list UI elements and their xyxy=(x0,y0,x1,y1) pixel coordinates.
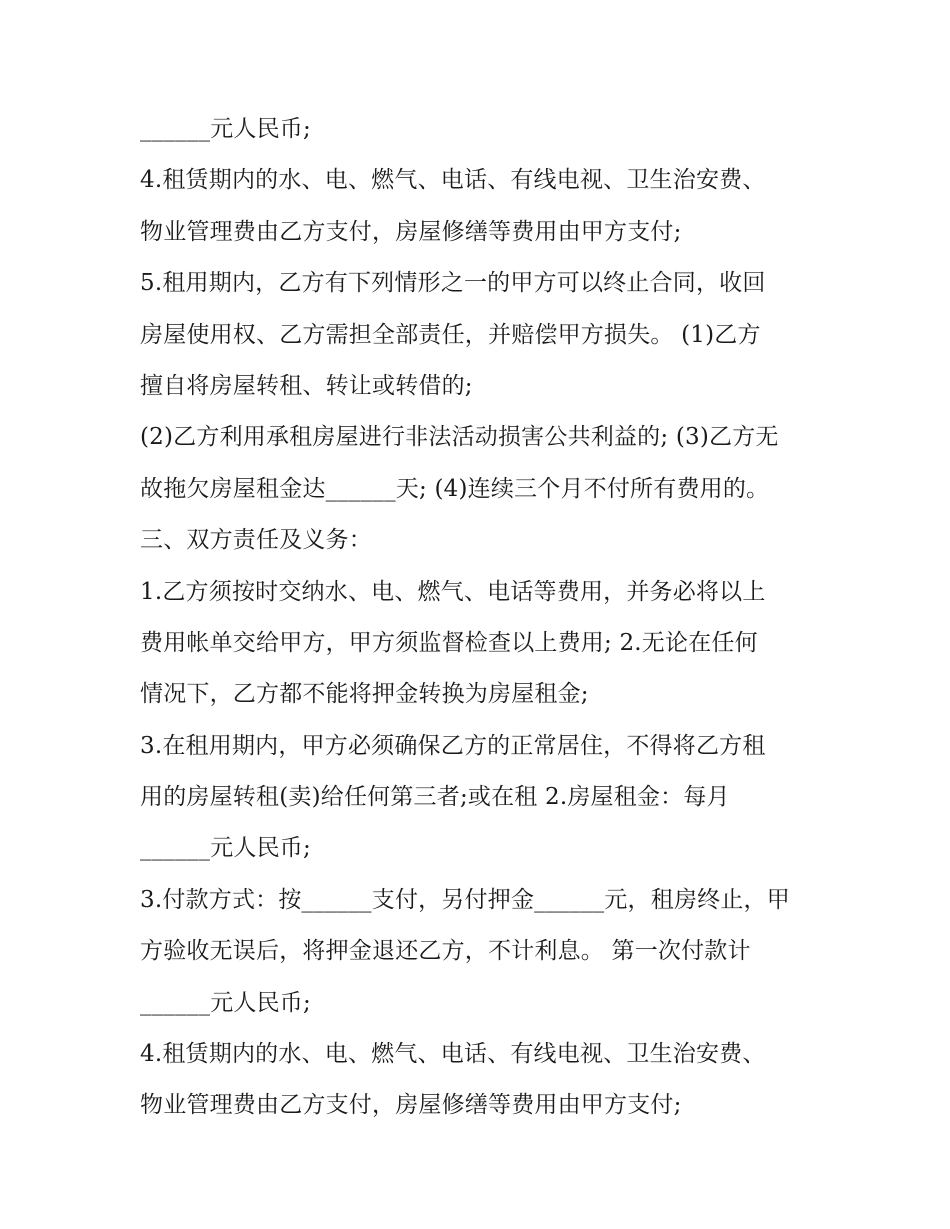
text-line: ______元人民币; xyxy=(140,989,311,1016)
text-line: ______元人民币; xyxy=(140,116,311,142)
text-line: 4.租赁期内的水、电、燃气、电话、有线电视、卫生治安费、 xyxy=(140,167,766,194)
text-line: 费用帐单交给甲方，甲方须监督检查以上费用; 2.无论在任何 xyxy=(140,629,758,656)
document-body xyxy=(140,104,820,1132)
text-line: (2)乙方利用承租房屋进行非法活动损害公共利益的; (3)乙方无 xyxy=(140,424,779,451)
text-line: 擅自将房屋转租、转让或转借的; xyxy=(140,372,473,399)
text-line: 房屋使用权、乙方需担全部责任，并赔偿甲方损失。 (1)乙方 xyxy=(140,321,761,348)
text-line: 3.付款方式：按______支付，另付押金______元，租房终止，甲 xyxy=(140,886,790,913)
text-line: 物业管理费由乙方支付，房屋修缮等费用由甲方支付; xyxy=(140,218,682,245)
text-line: 4.租赁期内的水、电、燃气、电话、有线电视、卫生治安费、 xyxy=(140,1041,766,1068)
section-heading: 三、双方责任及义务： xyxy=(140,527,372,554)
text-line: 1.乙方须按时交纳水、电、燃气、电话等费用，并务必将以上 xyxy=(140,578,766,605)
text-line: 5.租用期内，乙方有下列情形之一的甲方可以终止合同，收回 xyxy=(140,270,766,297)
text-line: ______元人民币; xyxy=(140,835,311,862)
text-line: 故拖欠房屋租金达______天; (4)连续三个月不付所有费用的。 xyxy=(140,475,770,502)
text-line: 情况下，乙方都不能将押金转换为房屋租金; xyxy=(140,681,589,708)
text-line: 物业管理费由乙方支付，房屋修缮等费用由甲方支付; xyxy=(140,1092,682,1119)
text-line: 3.在租用期内，甲方必须确保乙方的正常居住，不得将乙方租 xyxy=(140,732,766,759)
text-line: 用的房屋转租(卖)给任何第三者;或在租 2.房屋租金：每月 xyxy=(140,784,730,811)
text-line: 方验收无误后，将押金退还乙方，不计利息。 第一次付款计 xyxy=(140,938,751,965)
